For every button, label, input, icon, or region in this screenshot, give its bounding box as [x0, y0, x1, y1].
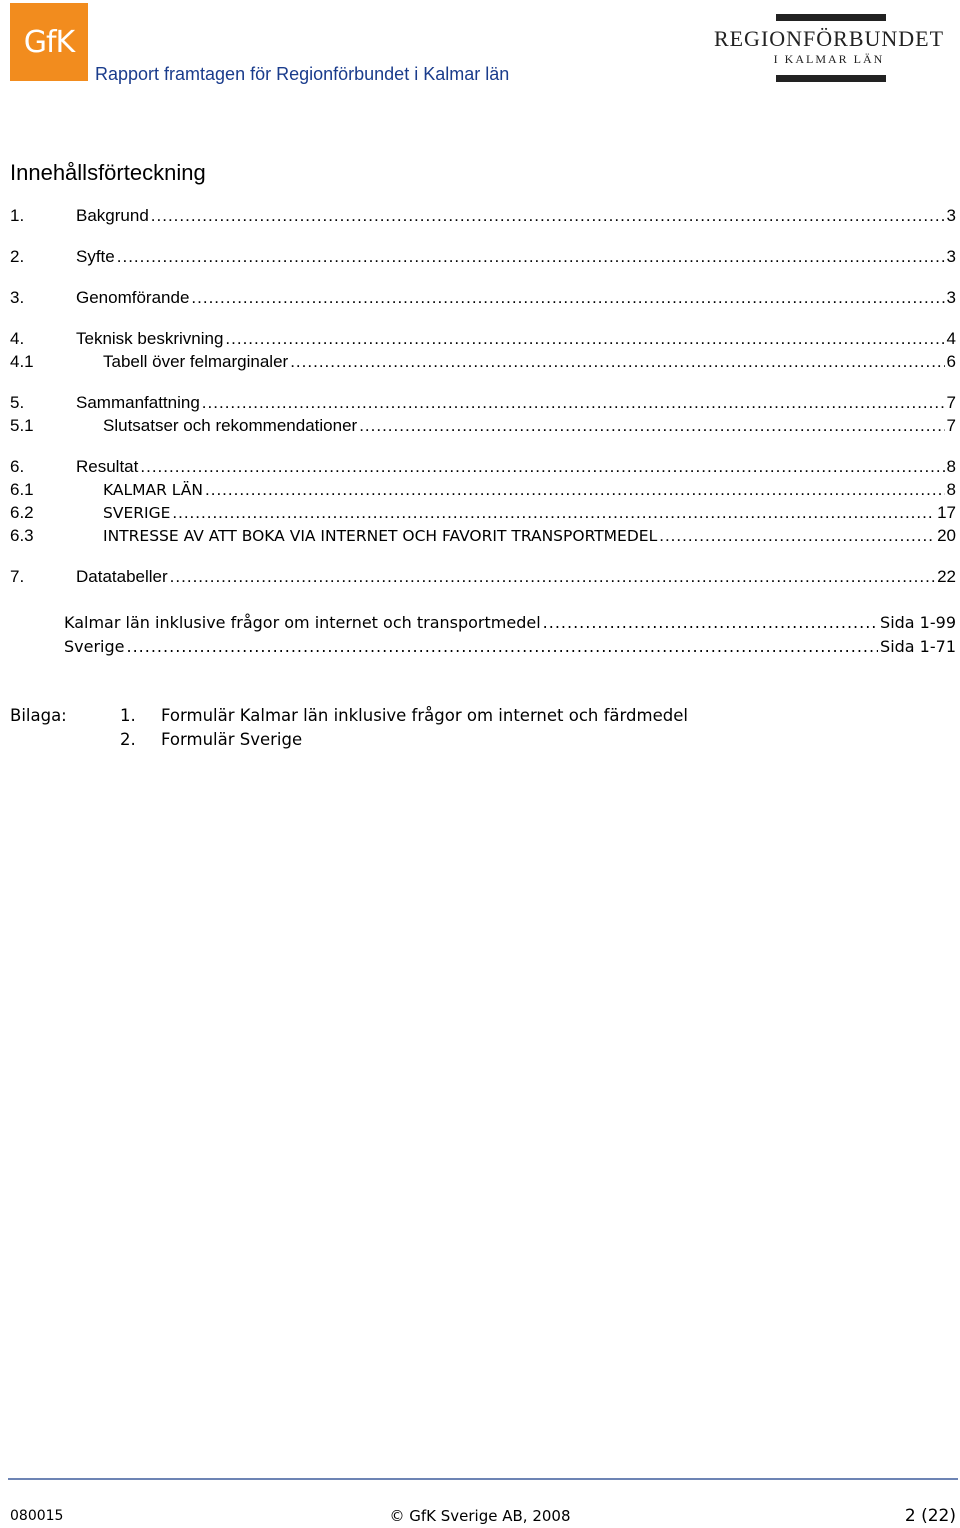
toc-page-number: 17 — [937, 503, 956, 522]
gfk-logo-text: GfK — [23, 24, 75, 60]
dot-leader — [290, 352, 944, 372]
toc-title: Teknisk beskrivning — [76, 329, 224, 348]
toc-page-number: 6 — [946, 352, 956, 371]
data-table-entry[interactable] — [64, 613, 956, 635]
gfk-logo — [10, 3, 88, 81]
toc-page-number: 3 — [946, 206, 956, 225]
toc-number: 6.3 — [10, 526, 34, 545]
toc-entry[interactable] — [10, 329, 956, 351]
toc-number: 1. — [10, 206, 25, 225]
dot-leader — [140, 457, 944, 477]
toc-title: Resultat — [76, 457, 139, 476]
dot-leader — [127, 637, 879, 656]
toc-title: Syfte — [76, 247, 115, 266]
data-table-pages: Sida 1-71 — [880, 637, 956, 656]
toc-title: Sammanfattning — [76, 393, 200, 412]
toc-title: Slutsatser och rekommendationer — [103, 416, 358, 435]
appendix-item — [120, 706, 688, 725]
data-table-entry[interactable] — [64, 637, 956, 659]
dot-leader — [659, 526, 935, 546]
toc-page-number: 8 — [946, 480, 956, 499]
toc-number: 6.2 — [10, 503, 34, 522]
data-table-title: Kalmar län inklusive frågor om internet och transportmedel — [64, 613, 541, 632]
dot-leader — [117, 247, 945, 267]
appendix-item — [120, 730, 302, 749]
toc-entry[interactable] — [10, 457, 956, 479]
footer-divider — [8, 1478, 958, 1480]
toc-heading: Innehållsförteckning — [10, 160, 206, 185]
footer-page-number: 2 (22) — [904, 1506, 956, 1526]
toc-entry[interactable] — [10, 206, 956, 228]
toc-title: Genomförande — [76, 288, 190, 307]
footer-doc-number: 080015 — [10, 1508, 64, 1524]
dot-leader — [151, 206, 945, 226]
data-table-pages: Sida 1-99 — [880, 613, 956, 632]
toc-number: 4.1 — [10, 352, 34, 371]
toc-entry[interactable] — [10, 352, 956, 374]
toc-number: 6. — [10, 457, 25, 476]
appendix-label: Bilaga: — [10, 706, 67, 725]
dot-leader — [225, 329, 944, 349]
header-subtitle: Rapport framtagen för Regionförbundet i Kalmar län — [95, 64, 510, 84]
logo-subtitle: I KALMAR LÄN — [773, 52, 885, 66]
dot-leader — [543, 613, 878, 632]
toc-number: 6.1 — [10, 480, 34, 499]
regionforbundet-logo — [700, 14, 958, 84]
toc-entry[interactable] — [10, 416, 956, 438]
toc-entry[interactable] — [10, 480, 956, 502]
dot-leader — [172, 503, 935, 523]
toc-entry[interactable] — [10, 526, 956, 548]
appendix-text: Formulär Kalmar län inklusive frågor om internet och färdmedel — [161, 706, 688, 725]
dot-leader — [191, 288, 944, 308]
dot-leader — [202, 393, 945, 413]
appendix-number: 2. — [120, 730, 136, 749]
dot-leader — [205, 480, 945, 500]
toc-title: SVERIGE — [103, 504, 171, 522]
toc-title: Tabell över felmarginaler — [103, 352, 289, 371]
toc-entry[interactable] — [10, 393, 956, 415]
footer-copyright: © GfK Sverige AB, 2008 — [389, 1507, 571, 1525]
toc-title: INTRESSE AV ATT BOKA VIA INTERNET OCH FAVORIT TRANSPORTMEDEL — [103, 527, 658, 545]
toc-number: 5. — [10, 393, 25, 412]
data-table-title: Sverige — [64, 637, 125, 656]
toc-entry[interactable] — [10, 247, 956, 269]
logo-bottom-bar — [776, 75, 886, 82]
toc-number: 5.1 — [10, 416, 34, 435]
logo-top-bar — [776, 14, 886, 21]
toc-entry[interactable] — [10, 288, 956, 310]
toc-page-number: 20 — [937, 526, 956, 545]
toc-title: Bakgrund — [76, 206, 149, 225]
toc-number: 3. — [10, 288, 25, 307]
toc-entry[interactable] — [10, 567, 956, 589]
toc-number: 4. — [10, 329, 25, 348]
appendix-text: Formulär Sverige — [161, 730, 303, 749]
toc-title: Datatabeller — [76, 567, 168, 586]
logo-title: REGIONFÖRBUNDET — [713, 26, 945, 51]
dot-leader — [170, 567, 935, 587]
toc-page-number: 3 — [946, 247, 956, 266]
dot-leader — [359, 416, 944, 436]
toc-title: KALMAR LÄN — [103, 481, 203, 499]
toc-entry[interactable] — [10, 503, 956, 525]
toc-page-number: 7 — [946, 393, 956, 412]
toc-page-number: 22 — [937, 567, 956, 586]
toc-page-number: 7 — [946, 416, 956, 435]
toc-page-number: 8 — [946, 457, 956, 476]
toc-page-number: 3 — [946, 288, 956, 307]
toc-number: 2. — [10, 247, 25, 266]
appendix-number: 1. — [120, 706, 136, 725]
toc-page-number: 4 — [946, 329, 956, 348]
toc-number: 7. — [10, 567, 25, 586]
